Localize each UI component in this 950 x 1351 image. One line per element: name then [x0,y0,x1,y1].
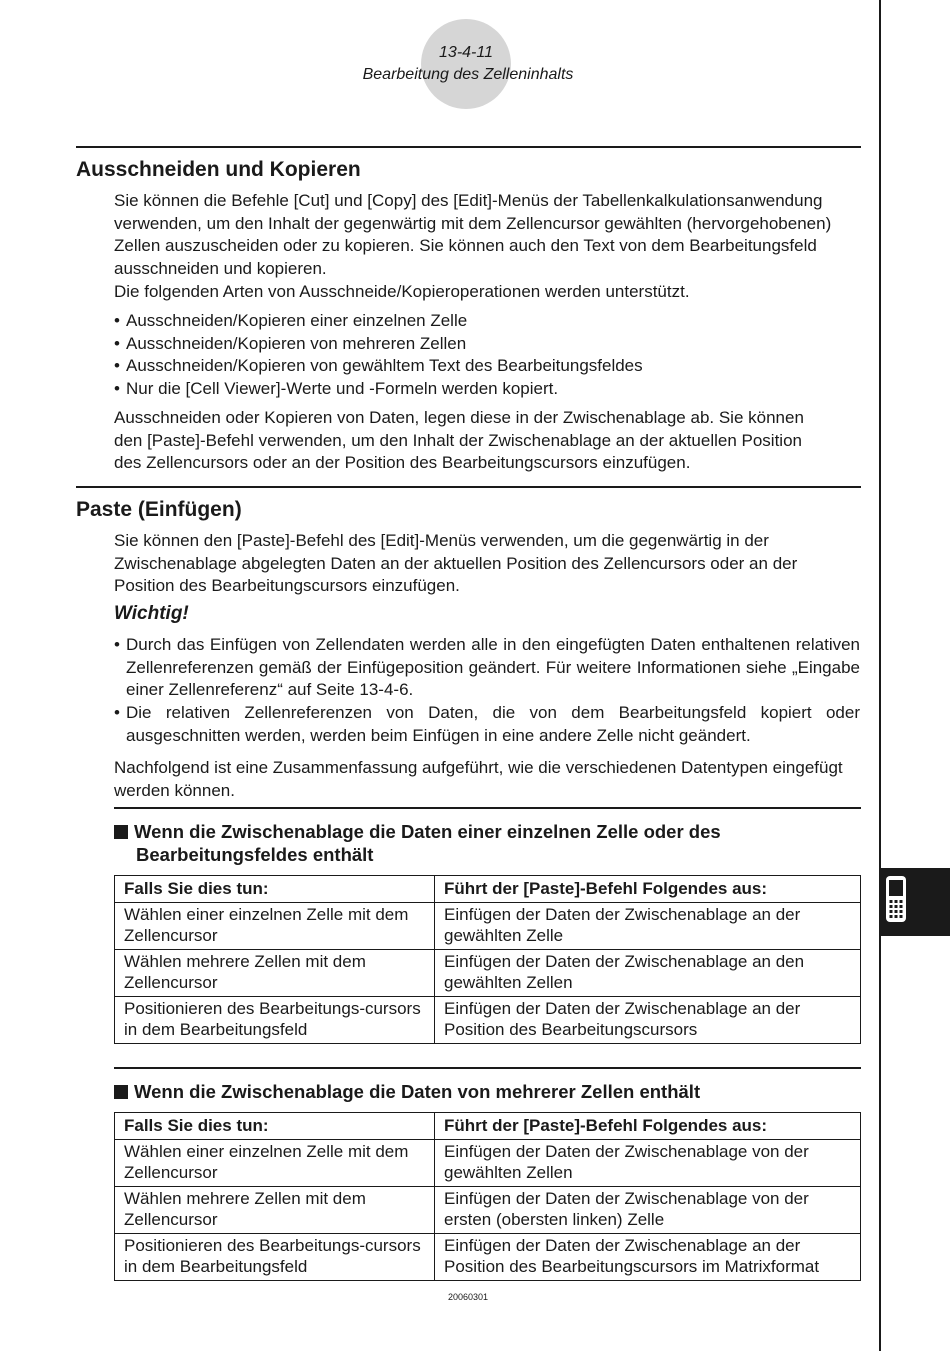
table-cell: Wählen einer einzelnen Zelle mit dem Zellencursor [115,1139,435,1186]
table-cell: Einfügen der Daten der Zwischenablage von der ersten (obersten linken) Zelle [435,1186,861,1233]
text-line: Die folgenden Arten von Ausschneide/Kopieroperationen werden unterstützt. [114,281,690,301]
text-line: verwenden, um den Inhalt der gegenwärtig mit dem Zellencursor gewählten (hervorgehobenen) [114,213,832,233]
column-header: Falls Sie dies tun: [115,876,435,903]
text-line: des Zellencursors oder an der Position des Bearbeitungscursors einzufügen. [114,453,691,473]
list-item: • Ausschneiden/Kopieren einer einzelnen Zelle [114,310,860,333]
text-line: Position des Bearbeitungscursors einzufügen. [114,576,460,596]
table-row [115,1233,861,1280]
table-row [115,1139,861,1186]
text-line: Sie können die Befehle [Cut] und [Copy] des [Edit]-Menüs der Tabellenkalkulationsanwendung [114,191,823,210]
column-header: Falls Sie dies tun: [115,1113,435,1140]
table-header-row [115,876,861,903]
table1-heading-line2: Bearbeitungsfeldes enthält [136,844,374,865]
section-title-paste: Paste (Einfügen) [76,498,242,521]
section1-outro [114,407,860,475]
page-subtitle: Bearbeitung des Zelleninhalts [362,66,574,83]
table-cell: Wählen mehrere Zellen mit dem Zellencursor [115,1186,435,1233]
section-rule [76,146,861,148]
table1-heading-line1: Wenn die Zwischenablage die Daten einer einzelnen Zelle oder des [134,821,721,842]
list-item: • Ausschneiden/Kopieren von gewähltem Text des Bearbeitungsfeldes [114,355,860,378]
important-label: Wichtig! [114,603,189,624]
table-cell: Wählen einer einzelnen Zelle mit dem Zellencursor [115,902,435,949]
square-bullet-icon [114,1085,128,1099]
header-circle [421,19,511,109]
list-item: • Nur die [Cell Viewer]-Werte und -Formeln werden kopiert. [114,378,860,401]
table-cell: Einfügen der Daten der Zwischenablage von der gewählten Zellen [435,1139,861,1186]
section1-intro [114,190,860,304]
table-cell: Einfügen der Daten der Zwischenablage an den gewählten Zellen [435,949,861,996]
text-line: Sie können den [Paste]-Befehl des [Edit]-Menüs verwenden, um die gegenwärtig in der [114,531,769,550]
subsection-rule [114,1067,861,1069]
text-line: Ausschneiden oder Kopieren von Daten, legen diese in der Zwischenablage ab. Sie können [114,408,804,427]
paste-table-multiple [114,1112,861,1281]
table-row [115,902,861,949]
table-cell: Positionieren des Bearbeitungs-cursors in dem Bearbeitungsfeld [115,1233,435,1280]
list-item: • Die relativen Zellenreferenzen von Daten, die von dem Bearbeitungsfeld kopiert oder ausgeschnitten werden, werden beim Einfügen in eine andere Zelle nicht geändert. [114,702,860,747]
table-row [115,996,861,1043]
section-title-ausschneiden: Ausschneiden und Kopieren [76,158,361,181]
section2-summary [114,757,860,802]
table-cell: Einfügen der Daten der Zwischenablage an der Position des Bearbeitungscursors [435,996,861,1043]
square-bullet-icon [114,825,128,839]
text-line: Zellen auszuscheiden oder zu kopieren. Sie können auch den Text von dem Bearbeitungsfeld [114,236,817,256]
table2-heading-text: Wenn die Zwischenablage die Daten von mehrerer Zellen enthält [134,1081,701,1102]
text-line: Nachfolgend ist eine Zusammenfassung aufgeführt, wie die verschiedenen Datentypen eingefügt [114,758,843,777]
table-row [115,949,861,996]
section2-intro [114,530,860,598]
paste-table-single [114,875,861,1044]
table-cell: Einfügen der Daten der Zwischenablage an der Position des Bearbeitungscursors im Matrixformat [435,1233,861,1280]
table-cell: Einfügen der Daten der Zwischenablage an der gewählten Zelle [435,902,861,949]
table-row [115,1186,861,1233]
table-cell: Wählen mehrere Zellen mit dem Zellencursor [115,949,435,996]
table-cell: Positionieren des Bearbeitungs-cursors in dem Bearbeitungsfeld [115,996,435,1043]
section-rule [76,486,861,488]
text-line: Zwischenablage abgelegten Daten an der aktuellen Position des Zellencursors oder an der [114,553,798,573]
list-item: • Ausschneiden/Kopieren von mehreren Zellen [114,333,860,356]
section1-bullets [114,310,860,401]
text-line: werden können. [114,780,235,800]
table-header-row [115,1113,861,1140]
calculator-icon [881,868,950,936]
important-bullets [114,634,860,748]
page-edge-rule [879,0,881,1351]
page-number: 13-4-11 [439,44,493,61]
text-line: ausschneiden und kopieren. [114,259,327,279]
table1-heading [114,820,721,866]
list-item: • Durch das Einfügen von Zellendaten werden alle in den eingefügten Daten enthaltenen relativen Zellenreferenzen gemäß der Einfügeposition geändert. Für weitere Informationen siehe „Eingabe einer Zellenreferenz“ auf Seite 13-4-6. [114,634,860,702]
column-header: Führt der [Paste]-Befehl Folgendes aus: [435,1113,861,1140]
chapter-side-tab [881,868,950,936]
subsection-rule [114,807,861,809]
text-line: den [Paste]-Befehl verwenden, um den Inhalt der Zwischenablage an der aktuellen Position [114,430,802,450]
column-header: Führt der [Paste]-Befehl Folgendes aus: [435,876,861,903]
table2-heading [114,1080,700,1103]
footer-code: 20060301 [447,1292,489,1302]
